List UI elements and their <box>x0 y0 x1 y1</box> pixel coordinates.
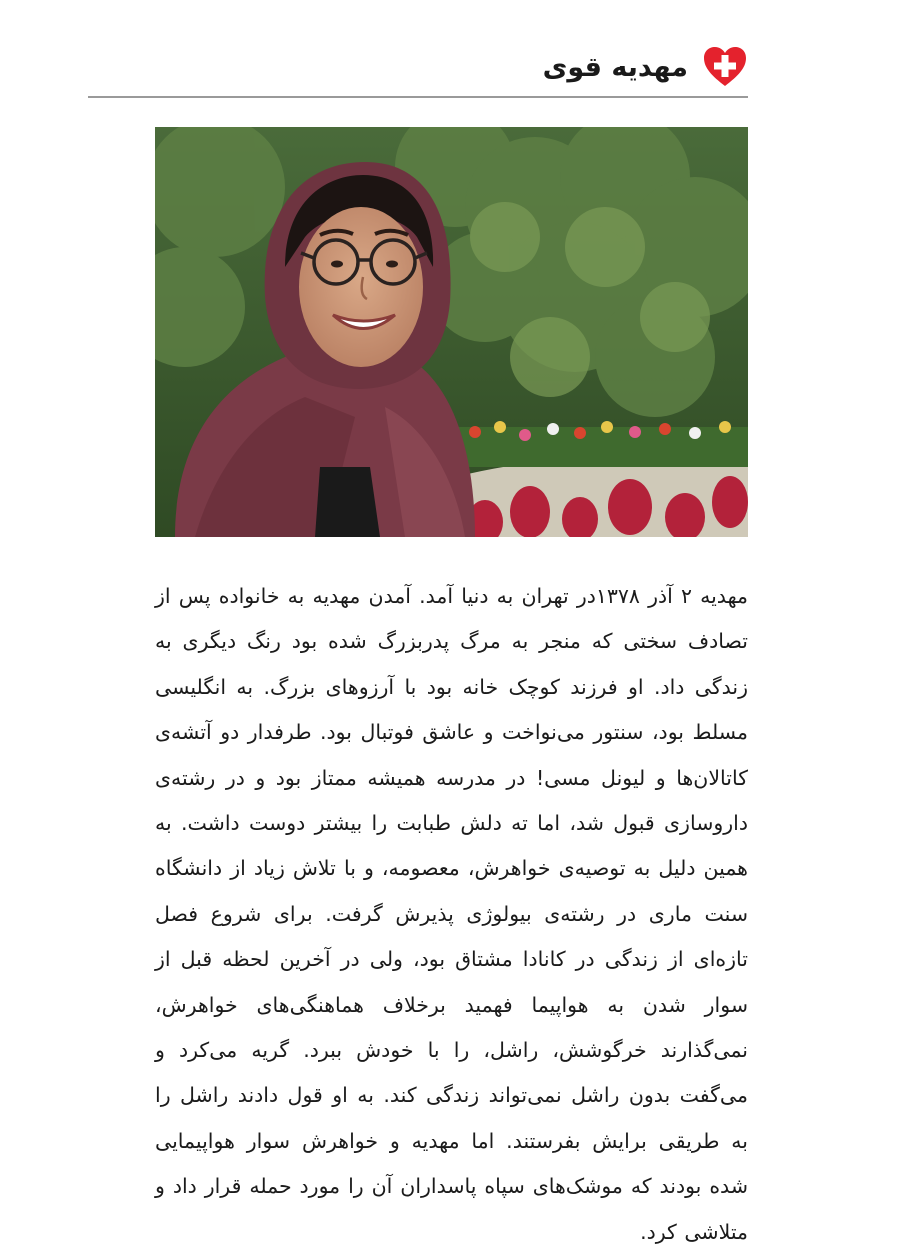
header-divider <box>88 96 748 98</box>
biography-text <box>155 574 748 1255</box>
heart-cross-icon <box>702 44 748 90</box>
portrait-illustration <box>155 127 748 537</box>
biography-paragraph: مهدیه ۲ آذر ۱۳۷۸در تهران به دنیا آمد. آمدن مهدیه به خانواده پس از تصادف سختی که منجر به مرگ پدربزرگ شده بود رنگ دیگری به زندگی داد. او فرزند کوچک خانه بود با آرزوهای بزرگ. به انگلیسی مسلط بود، سنتور می‌نواخت و عاشق فوتبال بود. طرفدار دو آتشه‌ی کاتالان‌ها و لیونل مسی! در مدرسه همیشه ممتاز بود و در رشته‌ی داروسازی قبول شد، اما ته دلش طبابت را بیشتر دوست داشت. به همین دلیل به توصیه‌ی خواهرش، معصومه، و با تلاش زیاد از دانشگاه سنت ماری در رشته‌ی بیولوژی پذیرش گرفت. برای شروع فصل تازه‌ای از زندگی در کانادا مشتاق بود، ولی در آخرین لحظه قبل از سوار شدن به هواپیما فهمید برخلاف هماهنگی‌های خواهرش، نمی‌گذارند خرگوشش، راشل، را با خودش ببرد. گریه می‌کرد و می‌گفت بدون راشل نمی‌تواند زندگی کند. به او قول دادند راشل را به طریقی برایش بفرستند. اما مهدیه و خواهرش سوار هواپیمایی شده بودند که موشک‌های سپاه پاسداران آن را مورد حمله قرار داد و متلاشی کرد. <box>155 584 748 1244</box>
portrait-photo <box>155 127 748 537</box>
page-header <box>88 38 748 96</box>
page-title: مهدیه قوی <box>542 51 688 83</box>
